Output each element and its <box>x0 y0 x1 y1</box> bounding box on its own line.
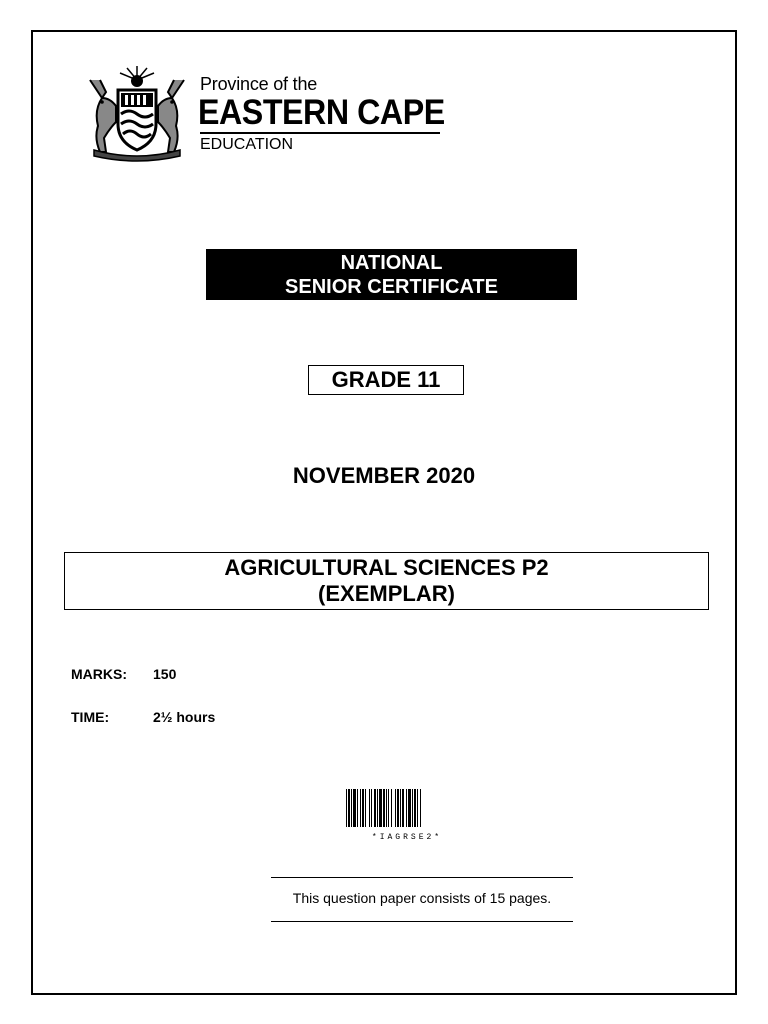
marks-label: MARKS: <box>71 666 127 682</box>
marks-row <box>71 666 176 682</box>
logo-province-text: Province of the <box>200 74 318 94</box>
logo-eastern-cape-text: EASTERN CAPE <box>198 93 445 132</box>
pages-note: This question paper consists of 15 pages. <box>292 890 552 906</box>
barcode <box>345 789 469 842</box>
subject-box <box>64 552 709 610</box>
time-row <box>71 709 215 725</box>
logo-divider <box>200 132 440 134</box>
eastern-cape-education-logo <box>80 62 450 162</box>
time-value: 2½ hours <box>153 709 216 725</box>
coat-of-arms-icon <box>80 62 195 162</box>
barcode-caption: *IAGRSE2* <box>371 833 443 842</box>
grade-box: GRADE 11 <box>308 365 464 395</box>
nsc-header-box <box>206 249 577 300</box>
nsc-line-national: NATIONAL <box>340 252 443 274</box>
logo-education-text: EDUCATION <box>200 136 294 153</box>
barcode-bars-icon <box>345 789 469 827</box>
pages-note-top-rule <box>271 877 573 878</box>
time-label: TIME: <box>71 709 110 725</box>
pages-note-bottom-rule <box>271 921 573 922</box>
marks-value: 150 <box>153 666 177 682</box>
subject-title: AGRICULTURAL SCIENCES P2 <box>224 555 549 580</box>
exam-date: NOVEMBER 2020 <box>292 463 476 488</box>
subject-subtitle: (EXEMPLAR) <box>318 581 455 606</box>
page-border <box>31 30 737 995</box>
nsc-line-senior-certificate: SENIOR CERTIFICATE <box>285 276 498 298</box>
